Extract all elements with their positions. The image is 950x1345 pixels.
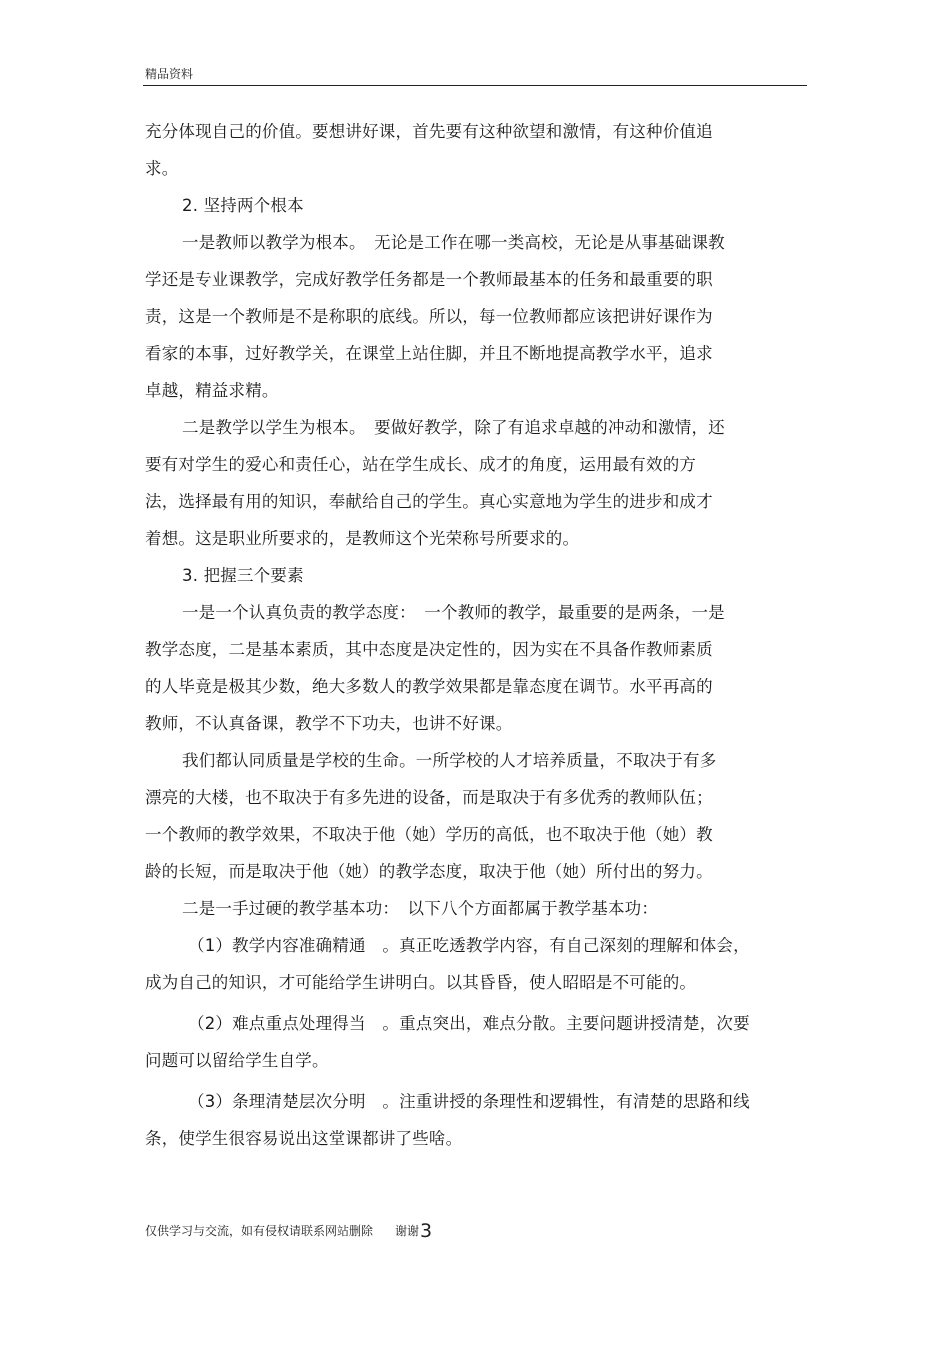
page-number: 3 <box>420 1220 433 1242</box>
section-heading: 3. 把握三个要素 <box>182 566 304 585</box>
body-line: 法，选择最有用的知识，奉献给自己的学生。真心实意地为学生的进步和成才 <box>145 492 713 511</box>
body-line: 要有对学生的爱心和责任心，站在学生成长、成才的角度，运用最有效的方 <box>145 455 697 474</box>
body-line: 一个教师的教学效果，不取决于他（她）学历的高低，也不取决于他（她）教 <box>145 825 713 844</box>
body-line: 的人毕竟是极其少数，绝大多数人的教学效果都是靠态度在调节。水平再高的 <box>145 677 713 696</box>
list-item: （2）难点重点处理得当 。重点突出，难点分散。主要问题讲授清楚，次要 <box>188 1014 750 1033</box>
body-line: 卓越，精益求精。 <box>145 381 279 400</box>
header-label: 精品资料 <box>145 67 194 81</box>
body-line: 成为自己的知识，才可能给学生讲明白。以其昏昏，使人昭昭是不可能的。 <box>145 973 697 992</box>
footer-thanks: 谢谢 <box>395 1224 420 1238</box>
body-line: 问题可以留给学生自学。 <box>145 1051 329 1070</box>
body-line: 求。 <box>145 159 179 178</box>
body-line: 着想。这是职业所要求的，是教师这个光荣称号所要求的。 <box>145 529 580 548</box>
body-line: 教师，不认真备课，教学不下功夫，也讲不好课。 <box>145 714 513 733</box>
section-heading: 2. 坚持两个根本 <box>182 196 304 215</box>
body-line: 一是一个认真负责的教学态度： 一个教师的教学，最重要的是两条，一是 <box>182 603 725 622</box>
document-body <box>145 113 785 1157</box>
body-line: 漂亮的大楼，也不取决于有多先进的设备，而是取决于有多优秀的教师队伍； <box>145 788 713 807</box>
body-line: 教学态度，二是基本素质，其中态度是决定性的，因为实在不具备作教师素质 <box>145 640 713 659</box>
body-line: 我们都认同质量是学校的生命。一所学校的人才培养质量，不取决于有多 <box>182 751 717 770</box>
list-item: （3）条理清楚层次分明 。注重讲授的条理性和逻辑性，有清楚的思路和线 <box>188 1092 750 1111</box>
body-line: 学还是专业课教学，完成好教学任务都是一个教师最基本的任务和最重要的职 <box>145 270 713 289</box>
list-item: （1）教学内容准确精通 。真正吃透教学内容，有自己深刻的理解和体会， <box>188 936 750 955</box>
body-line: 二是教学以学生为根本。 要做好教学，除了有追求卓越的冲动和激情，还 <box>182 418 725 437</box>
body-line: 二是一手过硬的教学基本功： 以下八个方面都属于教学基本功： <box>182 899 659 918</box>
body-line: 充分体现自己的价值。要想讲好课，首先要有这种欲望和激情，有这种价值追 <box>145 122 713 141</box>
header-divider <box>143 85 807 86</box>
footer-notice: 仅供学习与交流，如有侵权请联系网站删除 <box>145 1224 374 1238</box>
page-footer <box>145 1222 432 1240</box>
body-line: 看家的本事，过好教学关，在课堂上站住脚，并且不断地提高教学水平，追求 <box>145 344 713 363</box>
body-line: 一是教师以教学为根本。 无论是工作在哪一类高校，无论是从事基础课教 <box>182 233 725 252</box>
body-line: 责，这是一个教师是不是称职的底线。所以，每一位教师都应该把讲好课作为 <box>145 307 713 326</box>
body-line: 龄的长短，而是取决于他（她）的教学态度，取决于他（她）所付出的努力。 <box>145 862 713 881</box>
body-line: 条，使学生很容易说出这堂课都讲了些啥。 <box>145 1129 463 1148</box>
